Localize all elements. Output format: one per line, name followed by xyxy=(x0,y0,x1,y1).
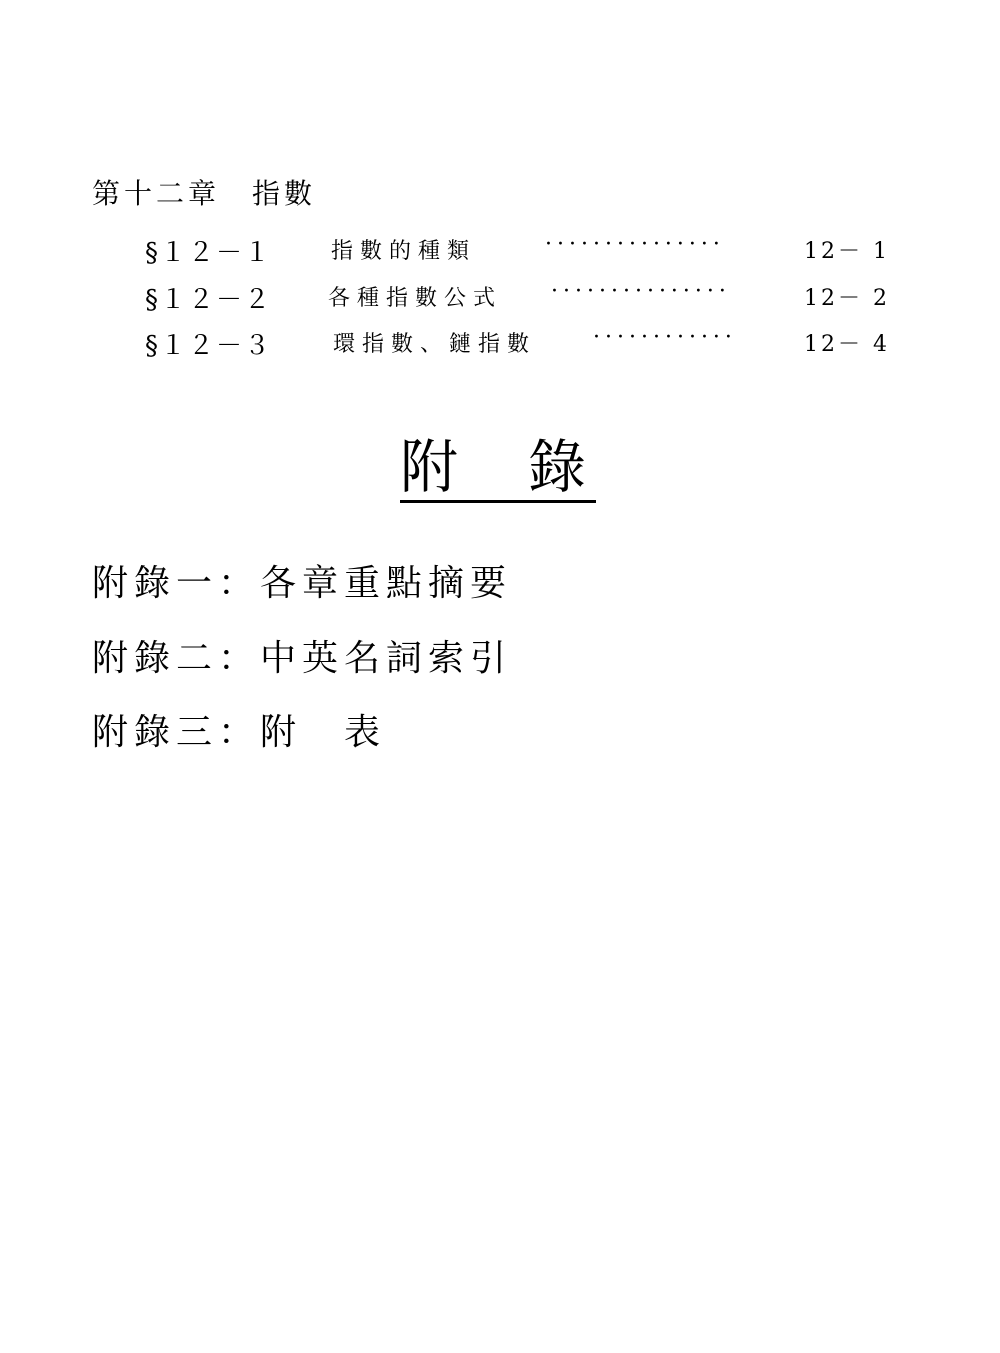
appendix-item-glossary[interactable]: 附錄二：中英名詞索引 xyxy=(92,638,513,679)
toc-page-number: 12－ 2 xyxy=(804,286,890,311)
toc-leader-dots: ············ xyxy=(593,325,737,350)
appendix-heading: 附錄 xyxy=(400,433,657,501)
toc-section-number: §１２－２ xyxy=(145,285,273,315)
toc-section-title: 指數的種類 xyxy=(331,239,477,264)
toc-entry-12-1[interactable] xyxy=(145,232,890,266)
chapter-title: 第十二章 指數 xyxy=(92,177,317,210)
toc-entry-12-3[interactable] xyxy=(145,325,890,359)
appendix-item-summary[interactable]: 附錄一：各章重點摘要 xyxy=(92,563,513,604)
toc-page-number: 12－ 4 xyxy=(804,332,890,357)
toc-section-number: §１２－１ xyxy=(145,238,273,268)
appendix-item-tables[interactable]: 附錄三：附 表 xyxy=(92,712,387,753)
toc-section-title: 各種指數公式 xyxy=(328,286,503,311)
toc-page-number: 12－ 1 xyxy=(804,239,890,264)
toc-section-title: 環指數、鏈指數 xyxy=(333,332,537,357)
toc-leader-dots: ··············· xyxy=(545,232,725,257)
toc-section-number: §１２－３ xyxy=(145,331,273,361)
toc-leader-dots: ··············· xyxy=(551,279,731,304)
toc-entry-12-2[interactable] xyxy=(145,279,890,313)
